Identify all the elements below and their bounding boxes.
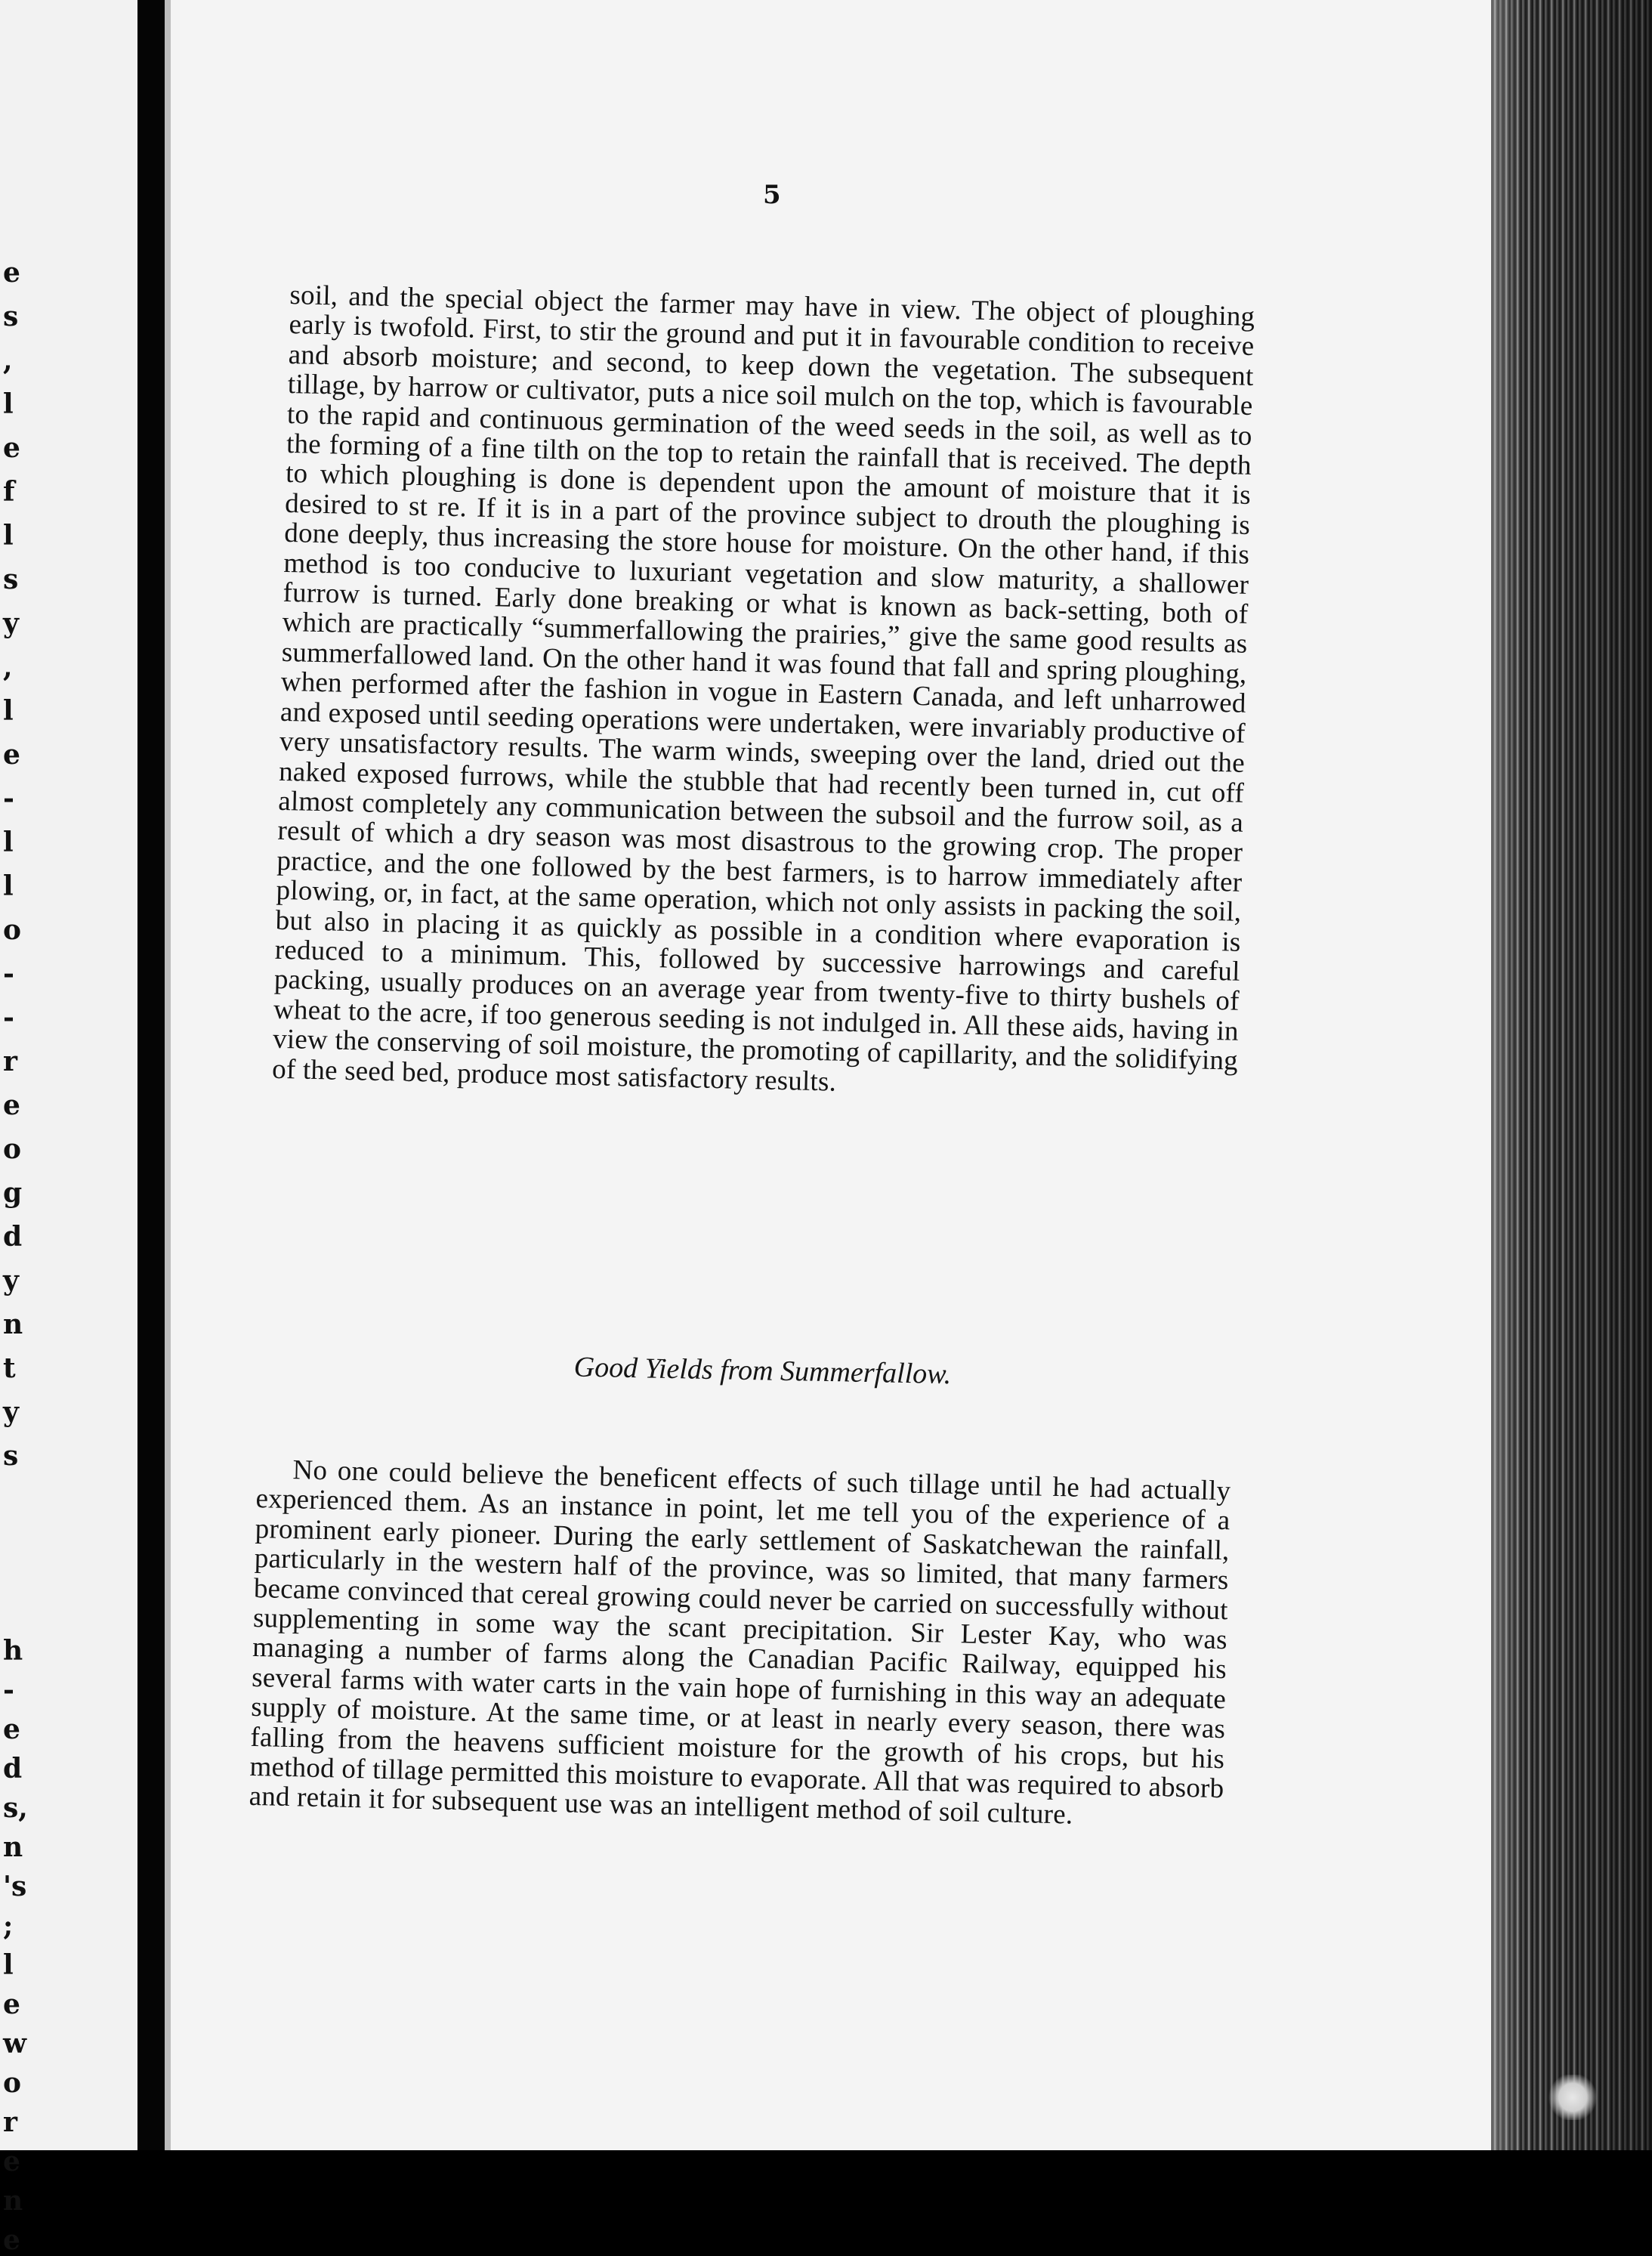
margin-fragment: h	[3, 1635, 23, 1667]
margin-fragment: -	[3, 1674, 14, 1706]
facing-page-left	[0, 0, 137, 2256]
margin-fragment: o	[3, 2067, 22, 2099]
margin-fragment: d	[3, 1753, 23, 1785]
margin-fragment: e	[3, 2224, 20, 2256]
body-paragraph-1: soil, and the special object the farmer may have in view. The object of ploughing early is twofold. First, to stir the ground and put it in favourable condition to receive and absorb moisture; and second, to keep down the vegetation. The subsequent tillage, by harrow or cultivator, puts a nice soil mulch on the top, which is favourable to the rapid and continuous germination of the weed seeds in the soil, as well as to the forming of a fine tilth on the top to retain the rainfall that is received. The depth to which ploughing is done is dependent upon the amount of moisture that it is desired to st re. If it is in a part of the province subject to drouth the ploughing is done deeply, thus increasing the store house for moisture. On the other hand, if this method is too conducive to luxuriant vegetation and slow maturity, a shallower furrow is turned. Early done breaking or what is known as back-setting, both of which are practically “summerfallowing the prairies,” give the same good results as summerfallowed land. On the other hand it was found that fall and spring ploughing, when performed after the fashion in vogue in Eastern Canada, and left unharrowed and exposed until seeding operations were undertaken, were invariably productive of very unsatisfactory results. The warm winds, sweeping over the land, dried out the naked exposed furrows, while the stubble that had recently been turned in, cut off almost completely any communication between the subsoil and the furrow soil, as a result of which a dry season was most disastrous to the growing crop. The proper practice, and the one followed by the best farmers, is to harrow immediately after plowing, or, in fact, at the same operation, which not only assists in packing the soil, but also in placing it as quickly as possible in a condition where evaporation is reduced to a minimum. This, followed by successive harrowings and careful packing, usually produces on an average year from twenty-five to thirty bushels of wheat to the acre, if too generous seeding is not indulged in. All these aids, having in view the conserving of soil moisture, the promoting of capillarity, and the solidifying of the seed bed, produce most satisfactory results.	[271, 280, 1255, 1098]
margin-fragment: o	[3, 914, 22, 946]
binding-shadow	[137, 0, 165, 2150]
section-heading: Good Yields from Summerfallow.	[573, 1351, 952, 1391]
margin-fragment: o	[3, 1133, 22, 1165]
margin-fragment: -	[3, 783, 14, 814]
margin-fragment: l	[3, 870, 14, 902]
page-number: 5	[763, 180, 781, 210]
page-gutter	[165, 0, 171, 2150]
margin-fragment: f	[3, 476, 15, 508]
margin-fragment: r	[3, 1046, 17, 1077]
body-paragraph-2: No one could believe the beneficent effects of such tillage until he had actually experienced them. As an instance in point, let me tell you of the experience of a prominent early pioneer. During the early settlement of Saskatchewan the rainfall, particularly in the western half of the province, was so limited, that many farmers became convinced that cereal growing could never be carried on successfully without supplementing in some way the scant precipitation. Sir Lester Kay, who was managing a number of farms along the Canadian Pacific Railway, equipped his several farms with water carts in the vain hope of furnishing in this way an adequate supply of moisture. At the same time, or at least in nearly every season, there was falling from the heavens sufficient moisture for the growth of his crops, but his method of tillage permitted this moisture to evaporate. All that was required to absorb and retain it for subsequent use was an intelligent method of soil culture.	[249, 1454, 1231, 1831]
margin-fragment: e	[3, 432, 20, 464]
margin-fragment: s	[3, 564, 19, 595]
margin-fragment: e	[3, 1089, 20, 1121]
margin-fragment: l	[3, 520, 14, 552]
margin-fragment: g	[3, 1177, 23, 1209]
margin-fragment: r	[3, 2106, 17, 2138]
margin-fragment: s	[3, 1440, 19, 1472]
scan-artifact	[1546, 2075, 1599, 2120]
margin-fragment: ,	[3, 345, 13, 376]
margin-fragment: ;	[3, 1910, 14, 1942]
margin-fragment: ,	[3, 651, 13, 683]
margin-fragment: t	[3, 1352, 16, 1384]
margin-fragment: s	[3, 301, 19, 332]
margin-fragment: l	[3, 695, 14, 727]
margin-fragment: e	[3, 1989, 20, 2020]
margin-fragment: n	[3, 2185, 23, 2217]
facing-page-margin-fragments	[0, 257, 30, 2256]
margin-fragment: e	[3, 1714, 20, 1745]
margin-fragment: n	[3, 1309, 23, 1340]
margin-fragment: y	[3, 1265, 19, 1296]
margin-fragment: s,	[3, 1792, 28, 1824]
margin-fragment: w	[3, 2028, 26, 2060]
margin-fragment: n	[3, 1831, 23, 1863]
margin-fragment: y	[3, 607, 19, 639]
margin-fragment: y	[3, 1396, 19, 1428]
margin-fragment: -	[3, 1002, 14, 1034]
margin-fragment: 's	[3, 1871, 27, 1902]
margin-fragment: l	[3, 388, 14, 420]
margin-fragment: -	[3, 958, 14, 990]
page-stack-shading	[1491, 0, 1652, 2150]
margin-fragment: e	[3, 2146, 20, 2177]
margin-fragment: l	[3, 827, 14, 858]
margin-fragment: e	[3, 739, 20, 771]
margin-fragment: l	[3, 1949, 14, 1981]
margin-fragment: d	[3, 1221, 23, 1253]
margin-fragment: e	[3, 257, 20, 289]
